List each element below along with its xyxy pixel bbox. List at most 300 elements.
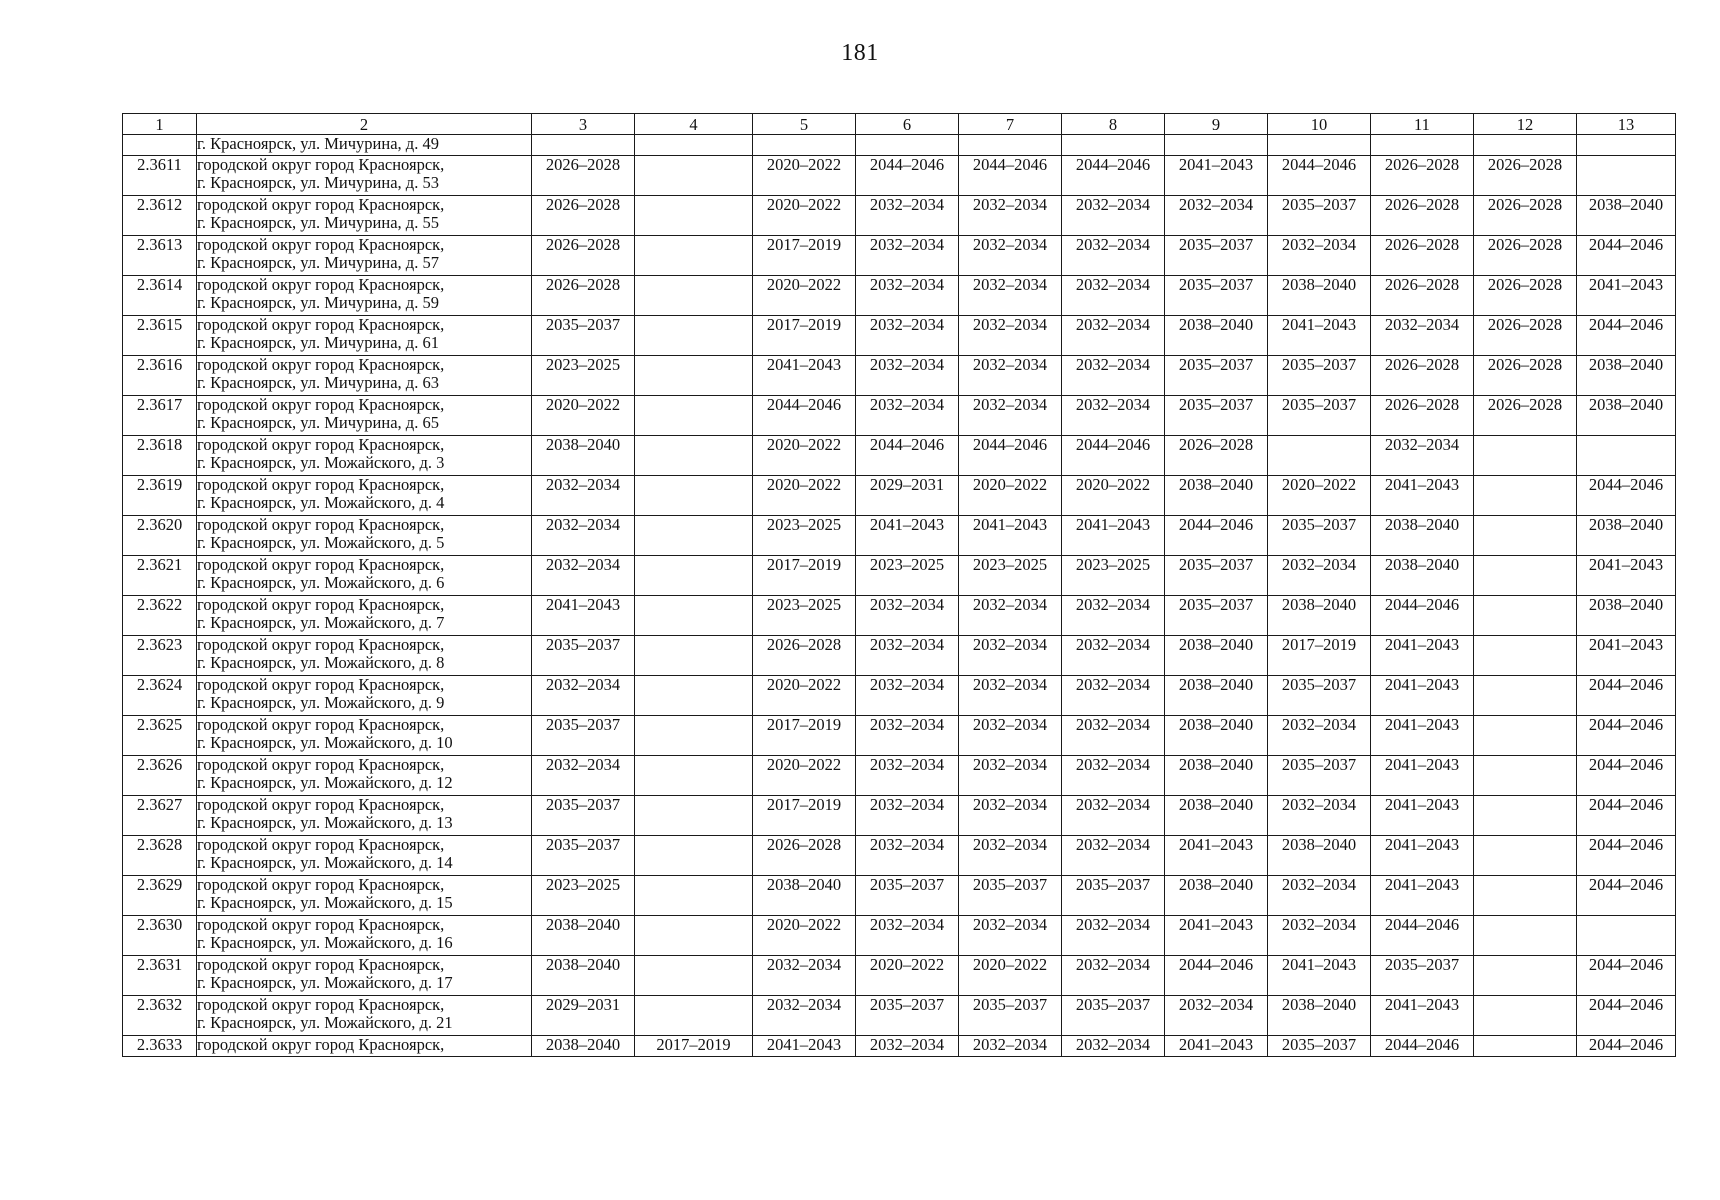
period-cell bbox=[1474, 516, 1577, 556]
period-cell: 2020–2022 bbox=[753, 276, 856, 316]
period-cell bbox=[635, 876, 753, 916]
period-cell: 2026–2028 bbox=[753, 836, 856, 876]
address-line-district: городской округ город Красноярск, bbox=[197, 475, 445, 494]
period-cell: 2017–2019 bbox=[753, 236, 856, 276]
address-line-street: г. Красноярск, ул. Мичурина, д. 53 bbox=[197, 173, 439, 192]
address-cell bbox=[197, 436, 532, 476]
row-number: 2.3623 bbox=[123, 636, 197, 676]
period-cell bbox=[1474, 556, 1577, 596]
period-cell: 2026–2028 bbox=[1474, 356, 1577, 396]
period-cell: 2041–2043 bbox=[1577, 276, 1676, 316]
period-cell: 2044–2046 bbox=[753, 396, 856, 436]
address-line-district: городской округ город Красноярск, bbox=[197, 235, 445, 254]
period-cell: 2032–2034 bbox=[959, 636, 1062, 676]
period-cell: 2032–2034 bbox=[532, 756, 635, 796]
address-cell bbox=[197, 196, 532, 236]
table-body bbox=[123, 135, 1676, 1036]
period-cell bbox=[635, 356, 753, 396]
period-cell: 2020–2022 bbox=[959, 956, 1062, 996]
table-row bbox=[123, 156, 1676, 196]
address-line-street: г. Красноярск, ул. Мичурина, д. 65 bbox=[197, 413, 439, 432]
period-cell bbox=[635, 956, 753, 996]
period-cell: 2041–2043 bbox=[1371, 676, 1474, 716]
address-line-street: г. Красноярск, ул. Можайского, д. 8 bbox=[197, 653, 445, 672]
address-line-street: г. Красноярск, ул. Можайского, д. 21 bbox=[197, 1013, 453, 1032]
period-cell: 2035–2037 bbox=[1165, 396, 1268, 436]
row-number: 2.3629 bbox=[123, 876, 197, 916]
period-cell: 2026–2028 bbox=[1474, 316, 1577, 356]
period-cell: 2017–2019 bbox=[753, 716, 856, 756]
period-cell: 2023–2025 bbox=[1062, 556, 1165, 596]
period-cell: 2032–2034 bbox=[1062, 196, 1165, 236]
period-cell: 2044–2046 bbox=[1268, 156, 1371, 196]
period-cell: 2041–2043 bbox=[1371, 996, 1474, 1036]
address-line-street: г. Красноярск, ул. Можайского, д. 3 bbox=[197, 453, 445, 472]
period-cell: 2035–2037 bbox=[1062, 996, 1165, 1036]
period-cell: 2044–2046 bbox=[1577, 996, 1676, 1036]
address-line-district: городской округ город Красноярск, bbox=[197, 955, 445, 974]
period-cell bbox=[635, 156, 753, 196]
address-line-street: г. Красноярск, ул. Мичурина, д. 55 bbox=[197, 213, 439, 232]
column-header-5: 5 bbox=[753, 114, 856, 135]
period-cell bbox=[635, 196, 753, 236]
period-cell: 2032–2034 bbox=[1062, 956, 1165, 996]
period-cell: 2044–2046 bbox=[1577, 836, 1676, 876]
address-line-district: городской округ город Красноярск, bbox=[197, 875, 445, 894]
period-cell: 2032–2034 bbox=[1062, 916, 1165, 956]
period-cell: 2032–2034 bbox=[856, 716, 959, 756]
period-cell: 2032–2034 bbox=[532, 556, 635, 596]
period-cell: 2023–2025 bbox=[532, 356, 635, 396]
period-cell: 2032–2034 bbox=[856, 316, 959, 356]
period-cell: 2035–2037 bbox=[532, 636, 635, 676]
table-row bbox=[123, 836, 1676, 876]
address-cell bbox=[197, 876, 532, 916]
period-cell: 2032–2034 bbox=[959, 236, 1062, 276]
period-cell: 2041–2043 bbox=[1371, 636, 1474, 676]
address-line-district: городской округ город Красноярск, bbox=[197, 555, 445, 574]
period-cell bbox=[635, 676, 753, 716]
address-line-district: городской округ город Красноярск, bbox=[197, 835, 445, 854]
period-cell: 2020–2022 bbox=[753, 756, 856, 796]
address-line-street: г. Красноярск, ул. Можайского, д. 13 bbox=[197, 813, 453, 832]
period-cell: 2038–2040 bbox=[1371, 556, 1474, 596]
row-number bbox=[123, 135, 197, 156]
period-cell: 2032–2034 bbox=[959, 716, 1062, 756]
period-cell: 2041–2043 bbox=[1371, 876, 1474, 916]
address-cell bbox=[197, 276, 532, 316]
period-cell: 2035–2037 bbox=[1268, 676, 1371, 716]
period-cell: 2044–2046 bbox=[959, 156, 1062, 196]
period-cell: 2038–2040 bbox=[1268, 836, 1371, 876]
period-cell: 2035–2037 bbox=[532, 796, 635, 836]
period-cell bbox=[635, 236, 753, 276]
period-cell: 2032–2034 bbox=[1268, 916, 1371, 956]
address-cell bbox=[197, 476, 532, 516]
address-cell bbox=[197, 636, 532, 676]
period-cell: 2038–2040 bbox=[1371, 516, 1474, 556]
period-cell: 2017–2019 bbox=[753, 796, 856, 836]
period-cell: 2038–2040 bbox=[1165, 716, 1268, 756]
period-cell bbox=[635, 436, 753, 476]
period-cell: 2032–2034 bbox=[1371, 316, 1474, 356]
row-number: 2.3616 bbox=[123, 356, 197, 396]
table-row bbox=[123, 636, 1676, 676]
column-header-13: 13 bbox=[1577, 114, 1676, 135]
period-cell: 2032–2034 bbox=[856, 196, 959, 236]
table-row bbox=[123, 436, 1676, 476]
address-line-street: г. Красноярск, ул. Можайского, д. 17 bbox=[197, 973, 453, 992]
period-cell bbox=[1577, 916, 1676, 956]
period-cell: 2032–2034 bbox=[959, 196, 1062, 236]
period-cell: 2032–2034 bbox=[1062, 1036, 1165, 1057]
period-cell: 2044–2046 bbox=[1577, 476, 1676, 516]
period-cell bbox=[1474, 135, 1577, 156]
period-cell bbox=[532, 135, 635, 156]
period-cell: 2020–2022 bbox=[753, 196, 856, 236]
address-line-district: городской округ город Красноярск, bbox=[197, 675, 445, 694]
period-cell: 2044–2046 bbox=[856, 436, 959, 476]
period-cell: 2032–2034 bbox=[532, 476, 635, 516]
row-number: 2.3619 bbox=[123, 476, 197, 516]
period-cell: 2032–2034 bbox=[1062, 356, 1165, 396]
table-row bbox=[123, 796, 1676, 836]
row-number: 2.3622 bbox=[123, 596, 197, 636]
table-row bbox=[123, 596, 1676, 636]
address-cell bbox=[197, 716, 532, 756]
table-body-last bbox=[123, 1036, 1676, 1057]
period-cell: 2032–2034 bbox=[959, 796, 1062, 836]
period-cell: 2032–2034 bbox=[856, 396, 959, 436]
period-cell: 2044–2046 bbox=[1062, 156, 1165, 196]
period-cell: 2035–2037 bbox=[959, 996, 1062, 1036]
period-cell bbox=[1474, 796, 1577, 836]
row-number: 2.3615 bbox=[123, 316, 197, 356]
address-line-district: городской округ город Красноярск, bbox=[197, 995, 445, 1014]
table-row bbox=[123, 516, 1676, 556]
period-cell: 2041–2043 bbox=[532, 596, 635, 636]
period-cell bbox=[1062, 135, 1165, 156]
period-cell bbox=[635, 996, 753, 1036]
table-row bbox=[123, 396, 1676, 436]
row-number: 2.3624 bbox=[123, 676, 197, 716]
period-cell: 2041–2043 bbox=[1165, 916, 1268, 956]
period-cell bbox=[635, 756, 753, 796]
address-line-district: городской округ город Красноярск, bbox=[197, 275, 445, 294]
address-line-district: городской округ город Красноярск, bbox=[197, 635, 445, 654]
column-header-1: 1 bbox=[123, 114, 197, 135]
period-cell: 2044–2046 bbox=[1165, 516, 1268, 556]
period-cell: 2032–2034 bbox=[959, 756, 1062, 796]
period-cell: 2038–2040 bbox=[1165, 316, 1268, 356]
period-cell: 2032–2034 bbox=[1371, 436, 1474, 476]
period-cell: 2038–2040 bbox=[1577, 196, 1676, 236]
period-cell: 2032–2034 bbox=[1062, 716, 1165, 756]
period-cell: 2026–2028 bbox=[1371, 396, 1474, 436]
address-line-district: городской округ город Красноярск, bbox=[197, 595, 445, 614]
row-number: 2.3618 bbox=[123, 436, 197, 476]
table-row bbox=[123, 276, 1676, 316]
period-cell: 2035–2037 bbox=[1165, 276, 1268, 316]
period-cell: 2044–2046 bbox=[1577, 876, 1676, 916]
period-cell: 2035–2037 bbox=[532, 716, 635, 756]
period-cell bbox=[959, 135, 1062, 156]
period-cell: 2044–2046 bbox=[1577, 1036, 1676, 1057]
period-cell: 2038–2040 bbox=[1165, 796, 1268, 836]
period-cell: 2023–2025 bbox=[856, 556, 959, 596]
period-cell: 2044–2046 bbox=[1371, 1036, 1474, 1057]
period-cell: 2026–2028 bbox=[1371, 276, 1474, 316]
row-number: 2.3630 bbox=[123, 916, 197, 956]
period-cell: 2035–2037 bbox=[1268, 356, 1371, 396]
period-cell: 2041–2043 bbox=[1268, 316, 1371, 356]
period-cell: 2038–2040 bbox=[532, 1036, 635, 1057]
address-cell bbox=[197, 996, 532, 1036]
period-cell: 2020–2022 bbox=[753, 156, 856, 196]
address-line-street: г. Красноярск, ул. Мичурина, д. 59 bbox=[197, 293, 439, 312]
period-cell: 2044–2046 bbox=[1371, 916, 1474, 956]
row-number: 2.3626 bbox=[123, 756, 197, 796]
period-cell: 2017–2019 bbox=[753, 316, 856, 356]
period-cell: 2038–2040 bbox=[1268, 596, 1371, 636]
period-cell bbox=[1474, 836, 1577, 876]
period-cell bbox=[1577, 135, 1676, 156]
period-cell: 2044–2046 bbox=[1577, 716, 1676, 756]
period-cell: 2032–2034 bbox=[1062, 676, 1165, 716]
period-cell bbox=[635, 636, 753, 676]
period-cell bbox=[635, 596, 753, 636]
row-number: 2.3612 bbox=[123, 196, 197, 236]
address-cell bbox=[197, 556, 532, 596]
period-cell bbox=[1474, 596, 1577, 636]
address-cell bbox=[197, 676, 532, 716]
period-cell: 2032–2034 bbox=[959, 396, 1062, 436]
period-cell: 2041–2043 bbox=[1371, 796, 1474, 836]
column-header-9: 9 bbox=[1165, 114, 1268, 135]
period-cell: 2035–2037 bbox=[1268, 396, 1371, 436]
period-cell: 2038–2040 bbox=[532, 956, 635, 996]
row-number: 2.3633 bbox=[123, 1036, 197, 1057]
period-cell: 2032–2034 bbox=[856, 596, 959, 636]
period-cell: 2032–2034 bbox=[1268, 556, 1371, 596]
period-cell: 2041–2043 bbox=[1062, 516, 1165, 556]
row-number: 2.3628 bbox=[123, 836, 197, 876]
address-cell bbox=[197, 756, 532, 796]
column-header-4: 4 bbox=[635, 114, 753, 135]
period-cell: 2026–2028 bbox=[1371, 196, 1474, 236]
period-cell: 2032–2034 bbox=[1062, 276, 1165, 316]
period-cell: 2038–2040 bbox=[1577, 516, 1676, 556]
period-cell: 2044–2046 bbox=[1577, 796, 1676, 836]
address-line-district: городской округ город Красноярск, bbox=[197, 395, 445, 414]
period-cell bbox=[1474, 956, 1577, 996]
row-number: 2.3620 bbox=[123, 516, 197, 556]
period-cell: 2032–2034 bbox=[1268, 716, 1371, 756]
period-cell: 2026–2028 bbox=[1474, 396, 1577, 436]
period-cell: 2026–2028 bbox=[1474, 276, 1577, 316]
period-cell: 2023–2025 bbox=[532, 876, 635, 916]
address-cell bbox=[197, 316, 532, 356]
period-cell: 2041–2043 bbox=[1371, 476, 1474, 516]
address-line-street: г. Красноярск, ул. Можайского, д. 7 bbox=[197, 613, 445, 632]
address-line-district: городской округ город Красноярск, bbox=[197, 315, 445, 334]
period-cell: 2035–2037 bbox=[959, 876, 1062, 916]
period-cell: 2026–2028 bbox=[532, 236, 635, 276]
period-cell: 2017–2019 bbox=[1268, 636, 1371, 676]
period-cell: 2032–2034 bbox=[1062, 836, 1165, 876]
row-number: 2.3611 bbox=[123, 156, 197, 196]
period-cell: 2035–2037 bbox=[856, 996, 959, 1036]
period-cell: 2032–2034 bbox=[856, 356, 959, 396]
address-line-street: г. Красноярск, ул. Можайского, д. 12 bbox=[197, 773, 453, 792]
period-cell bbox=[635, 396, 753, 436]
period-cell: 2035–2037 bbox=[1268, 756, 1371, 796]
table-row-last bbox=[123, 1036, 1676, 1057]
period-cell: 2038–2040 bbox=[1165, 756, 1268, 796]
row-number: 2.3617 bbox=[123, 396, 197, 436]
address-cell bbox=[197, 236, 532, 276]
period-cell: 2044–2046 bbox=[1577, 756, 1676, 796]
period-cell: 2032–2034 bbox=[753, 996, 856, 1036]
period-cell: 2032–2034 bbox=[856, 236, 959, 276]
period-cell bbox=[1268, 135, 1371, 156]
period-cell: 2041–2043 bbox=[1165, 836, 1268, 876]
period-cell: 2026–2028 bbox=[1371, 356, 1474, 396]
period-cell: 2044–2046 bbox=[1577, 956, 1676, 996]
table-row bbox=[123, 716, 1676, 756]
period-cell: 2026–2028 bbox=[1165, 436, 1268, 476]
table-row bbox=[123, 356, 1676, 396]
period-cell: 2038–2040 bbox=[1268, 996, 1371, 1036]
period-cell: 2026–2028 bbox=[1474, 196, 1577, 236]
period-cell bbox=[1474, 476, 1577, 516]
row-number: 2.3621 bbox=[123, 556, 197, 596]
period-cell: 2020–2022 bbox=[753, 916, 856, 956]
period-cell: 2020–2022 bbox=[856, 956, 959, 996]
period-cell: 2044–2046 bbox=[1577, 236, 1676, 276]
table-row bbox=[123, 956, 1676, 996]
period-cell: 2032–2034 bbox=[1062, 316, 1165, 356]
period-cell bbox=[1474, 876, 1577, 916]
period-cell: 2020–2022 bbox=[959, 476, 1062, 516]
address-line-street: г. Красноярск, ул. Мичурина, д. 61 bbox=[197, 333, 439, 352]
period-cell: 2032–2034 bbox=[959, 316, 1062, 356]
period-cell bbox=[1474, 716, 1577, 756]
period-cell: 2041–2043 bbox=[1268, 956, 1371, 996]
period-cell: 2032–2034 bbox=[959, 596, 1062, 636]
period-cell: 2044–2046 bbox=[1371, 596, 1474, 636]
period-cell: 2032–2034 bbox=[959, 1036, 1062, 1057]
row-number: 2.3631 bbox=[123, 956, 197, 996]
period-cell bbox=[1474, 676, 1577, 716]
address-cell bbox=[197, 356, 532, 396]
period-cell: 2038–2040 bbox=[1165, 876, 1268, 916]
address-cell bbox=[197, 516, 532, 556]
period-cell: 2038–2040 bbox=[1268, 276, 1371, 316]
period-cell: 2038–2040 bbox=[1577, 396, 1676, 436]
period-cell: 2041–2043 bbox=[1371, 836, 1474, 876]
period-cell: 2020–2022 bbox=[1268, 476, 1371, 516]
period-cell: 2041–2043 bbox=[856, 516, 959, 556]
period-cell: 2032–2034 bbox=[1268, 876, 1371, 916]
period-cell: 2032–2034 bbox=[753, 956, 856, 996]
column-number-row bbox=[123, 114, 1676, 135]
period-cell bbox=[753, 135, 856, 156]
address-line-street: г. Красноярск, ул. Можайского, д. 4 bbox=[197, 493, 445, 512]
period-cell: 2044–2046 bbox=[856, 156, 959, 196]
address-line-district: городской округ город Красноярск, bbox=[197, 355, 445, 374]
period-cell: 2041–2043 bbox=[1577, 636, 1676, 676]
period-cell: 2032–2034 bbox=[1165, 996, 1268, 1036]
address-cell bbox=[197, 596, 532, 636]
address-line-street: г. Красноярск, ул. Можайского, д. 5 bbox=[197, 533, 445, 552]
period-cell: 2017–2019 bbox=[635, 1036, 753, 1057]
address-cell bbox=[197, 836, 532, 876]
period-cell bbox=[1474, 636, 1577, 676]
column-header-10: 10 bbox=[1268, 114, 1371, 135]
period-cell bbox=[635, 316, 753, 356]
period-cell: 2038–2040 bbox=[1165, 476, 1268, 516]
period-cell: 2026–2028 bbox=[532, 196, 635, 236]
period-cell: 2032–2034 bbox=[1268, 236, 1371, 276]
period-cell: 2038–2040 bbox=[532, 916, 635, 956]
schedule-table bbox=[122, 113, 1676, 1057]
period-cell bbox=[856, 135, 959, 156]
column-header-3: 3 bbox=[532, 114, 635, 135]
period-cell: 2032–2034 bbox=[532, 516, 635, 556]
period-cell bbox=[1268, 436, 1371, 476]
period-cell bbox=[635, 276, 753, 316]
period-cell: 2032–2034 bbox=[1062, 636, 1165, 676]
period-cell: 2026–2028 bbox=[1371, 156, 1474, 196]
row-number: 2.3632 bbox=[123, 996, 197, 1036]
period-cell bbox=[635, 916, 753, 956]
address-line-street: г. Красноярск, ул. Можайского, д. 10 bbox=[197, 733, 453, 752]
period-cell: 2032–2034 bbox=[959, 276, 1062, 316]
address-line-district: городской округ город Красноярск, bbox=[197, 515, 445, 534]
period-cell: 2032–2034 bbox=[856, 916, 959, 956]
period-cell: 2038–2040 bbox=[1165, 636, 1268, 676]
period-cell bbox=[635, 716, 753, 756]
period-cell: 2017–2019 bbox=[753, 556, 856, 596]
period-cell: 2044–2046 bbox=[959, 436, 1062, 476]
table-row bbox=[123, 756, 1676, 796]
period-cell: 2038–2040 bbox=[1165, 676, 1268, 716]
period-cell: 2041–2043 bbox=[1371, 716, 1474, 756]
table-row bbox=[123, 996, 1676, 1036]
period-cell bbox=[635, 516, 753, 556]
period-cell: 2023–2025 bbox=[959, 556, 1062, 596]
period-cell: 2026–2028 bbox=[532, 156, 635, 196]
period-cell bbox=[1577, 436, 1676, 476]
period-cell: 2032–2034 bbox=[856, 1036, 959, 1057]
column-header-7: 7 bbox=[959, 114, 1062, 135]
period-cell: 2026–2028 bbox=[753, 636, 856, 676]
period-cell: 2032–2034 bbox=[856, 836, 959, 876]
period-cell: 2035–2037 bbox=[856, 876, 959, 916]
period-cell: 2035–2037 bbox=[532, 316, 635, 356]
row-number: 2.3625 bbox=[123, 716, 197, 756]
address-line-district: городской округ город Красноярск, bbox=[197, 195, 445, 214]
row-number: 2.3627 bbox=[123, 796, 197, 836]
period-cell: 2032–2034 bbox=[959, 356, 1062, 396]
period-cell bbox=[1577, 156, 1676, 196]
period-cell: 2044–2046 bbox=[1062, 436, 1165, 476]
period-cell: 2020–2022 bbox=[1062, 476, 1165, 516]
period-cell: 2032–2034 bbox=[1268, 796, 1371, 836]
address-line-street: г. Красноярск, ул. Можайского, д. 16 bbox=[197, 933, 453, 952]
period-cell: 2035–2037 bbox=[1165, 596, 1268, 636]
